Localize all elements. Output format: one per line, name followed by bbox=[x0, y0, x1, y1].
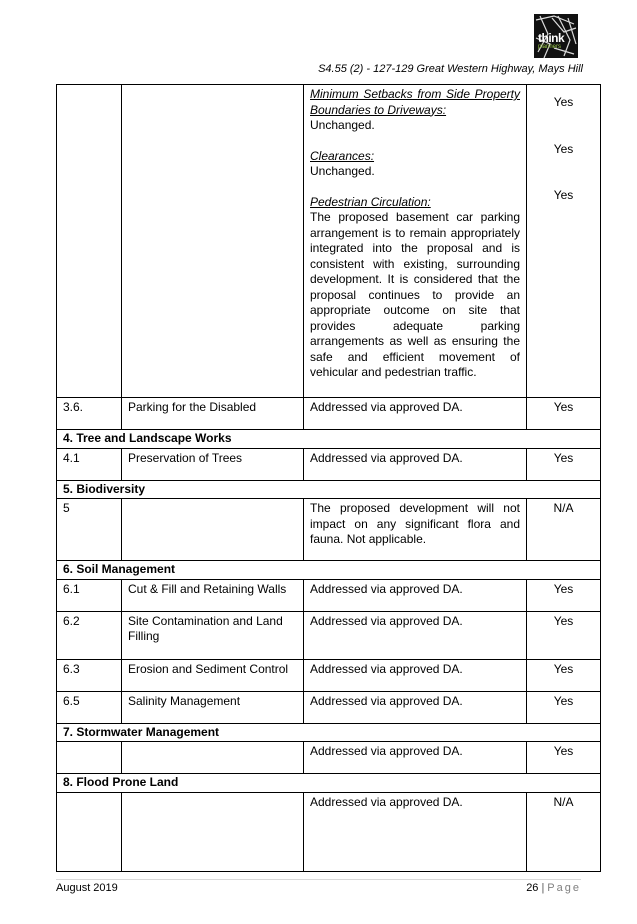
table-row bbox=[57, 499, 601, 561]
logo-subtext: planners bbox=[538, 44, 562, 50]
page-separator: | bbox=[541, 882, 545, 894]
compliance-value: Yes bbox=[553, 141, 574, 156]
footer-page-number bbox=[526, 882, 581, 894]
comment-cell: Addressed via approved DA. bbox=[304, 742, 527, 774]
comment-cell bbox=[304, 85, 527, 398]
topic-cell bbox=[122, 499, 304, 561]
clause-number-cell bbox=[57, 742, 122, 774]
compliance-cell: Yes bbox=[527, 448, 601, 480]
section-heading: 7. Stormwater Management bbox=[57, 723, 601, 742]
table-row bbox=[57, 398, 601, 430]
clause-number-cell: 5 bbox=[57, 499, 122, 561]
compliance-cell: Yes bbox=[527, 742, 601, 774]
compliance-cell: Yes bbox=[527, 611, 601, 659]
table-row bbox=[57, 448, 601, 480]
section-heading-row bbox=[57, 430, 601, 449]
section-heading-row bbox=[57, 723, 601, 742]
page-label: Page bbox=[547, 882, 581, 894]
clause-number-cell: 6.2 bbox=[57, 611, 122, 659]
compliance-cell: Yes bbox=[527, 398, 601, 430]
comment-cell: Addressed via approved DA. bbox=[304, 659, 527, 691]
comment-cell: Addressed via approved DA. bbox=[304, 398, 527, 430]
table-row bbox=[57, 579, 601, 611]
logo-text: think bbox=[538, 31, 565, 45]
clause-number-cell: 3.6. bbox=[57, 398, 122, 430]
section-heading: 8. Flood Prone Land bbox=[57, 774, 601, 793]
pedestrian-heading: Pedestrian Circulation: bbox=[310, 194, 431, 209]
compliance-cell: Yes bbox=[527, 691, 601, 723]
topic-cell bbox=[122, 792, 304, 871]
comment-cell: Addressed via approved DA. bbox=[304, 691, 527, 723]
table-row bbox=[57, 85, 601, 398]
table-row bbox=[57, 611, 601, 659]
compliance-cell: N/A bbox=[527, 792, 601, 871]
comment-cell: Addressed via approved DA. bbox=[304, 611, 527, 659]
clearances-heading: Clearances: bbox=[310, 148, 375, 163]
topic-cell bbox=[122, 85, 304, 398]
page-header-title: S4.55 (2) - 127-129 Great Western Highway, Mays Hill bbox=[318, 63, 583, 75]
topic-cell: Parking for the Disabled bbox=[122, 398, 304, 430]
pedestrian-text: The proposed basement car parking arrangement is to remain appropriately integrated into the proposal and is consistent with existing, surrounding development. It is considered that the proposal continues to provide an appropriate outcome on site that provides adequate parking arrangements as well as ensuring the safe and efficient movement of vehicular and pedestrian traffic. bbox=[310, 210, 520, 379]
compliance-cell: Yes bbox=[527, 579, 601, 611]
topic-cell: Preservation of Trees bbox=[122, 448, 304, 480]
table-row bbox=[57, 742, 601, 774]
section-heading-row bbox=[57, 774, 601, 793]
comment-cell: The proposed development will not impact on any significant flora and fauna. Not applicable. bbox=[304, 499, 527, 561]
compliance-cell: N/A bbox=[527, 499, 601, 561]
table-row bbox=[57, 792, 601, 871]
page-number: 26 bbox=[526, 882, 539, 894]
clearances-text: Unchanged. bbox=[310, 164, 375, 178]
table-row bbox=[57, 691, 601, 723]
clause-number-cell bbox=[57, 792, 122, 871]
clause-number-cell: 6.3 bbox=[57, 659, 122, 691]
topic-cell: Salinity Management bbox=[122, 691, 304, 723]
compliance-cell: Yes bbox=[527, 659, 601, 691]
compliance-value: Yes bbox=[553, 95, 574, 109]
topic-cell bbox=[122, 742, 304, 774]
setbacks-heading: Minimum Setbacks from Side Property Boundaries to Driveways: bbox=[310, 87, 520, 117]
footer-date: August 2019 bbox=[56, 882, 118, 894]
section-heading: 5. Biodiversity bbox=[57, 480, 601, 499]
table-row bbox=[57, 659, 601, 691]
topic-cell: Cut & Fill and Retaining Walls bbox=[122, 579, 304, 611]
comment-cell: Addressed via approved DA. bbox=[304, 579, 527, 611]
compliance-value: Yes bbox=[553, 188, 574, 202]
setbacks-text: Unchanged. bbox=[310, 118, 375, 132]
comment-cell: Addressed via approved DA. bbox=[304, 448, 527, 480]
clause-number-cell: 6.5 bbox=[57, 691, 122, 723]
topic-cell: Erosion and Sediment Control bbox=[122, 659, 304, 691]
comment-cell: Addressed via approved DA. bbox=[304, 792, 527, 871]
section-heading-row bbox=[57, 480, 601, 499]
compliance-table bbox=[56, 84, 601, 872]
section-heading-row bbox=[57, 561, 601, 580]
section-heading: 4. Tree and Landscape Works bbox=[57, 430, 601, 449]
topic-cell: Site Contamination and Land Filling bbox=[122, 611, 304, 659]
compliance-cell bbox=[527, 85, 601, 398]
think-planners-logo bbox=[534, 14, 578, 58]
clause-number-cell: 4.1 bbox=[57, 448, 122, 480]
clause-number-cell: 6.1 bbox=[57, 579, 122, 611]
section-heading: 6. Soil Management bbox=[57, 561, 601, 580]
clause-number-cell bbox=[57, 85, 122, 398]
footer-divider bbox=[56, 879, 581, 880]
